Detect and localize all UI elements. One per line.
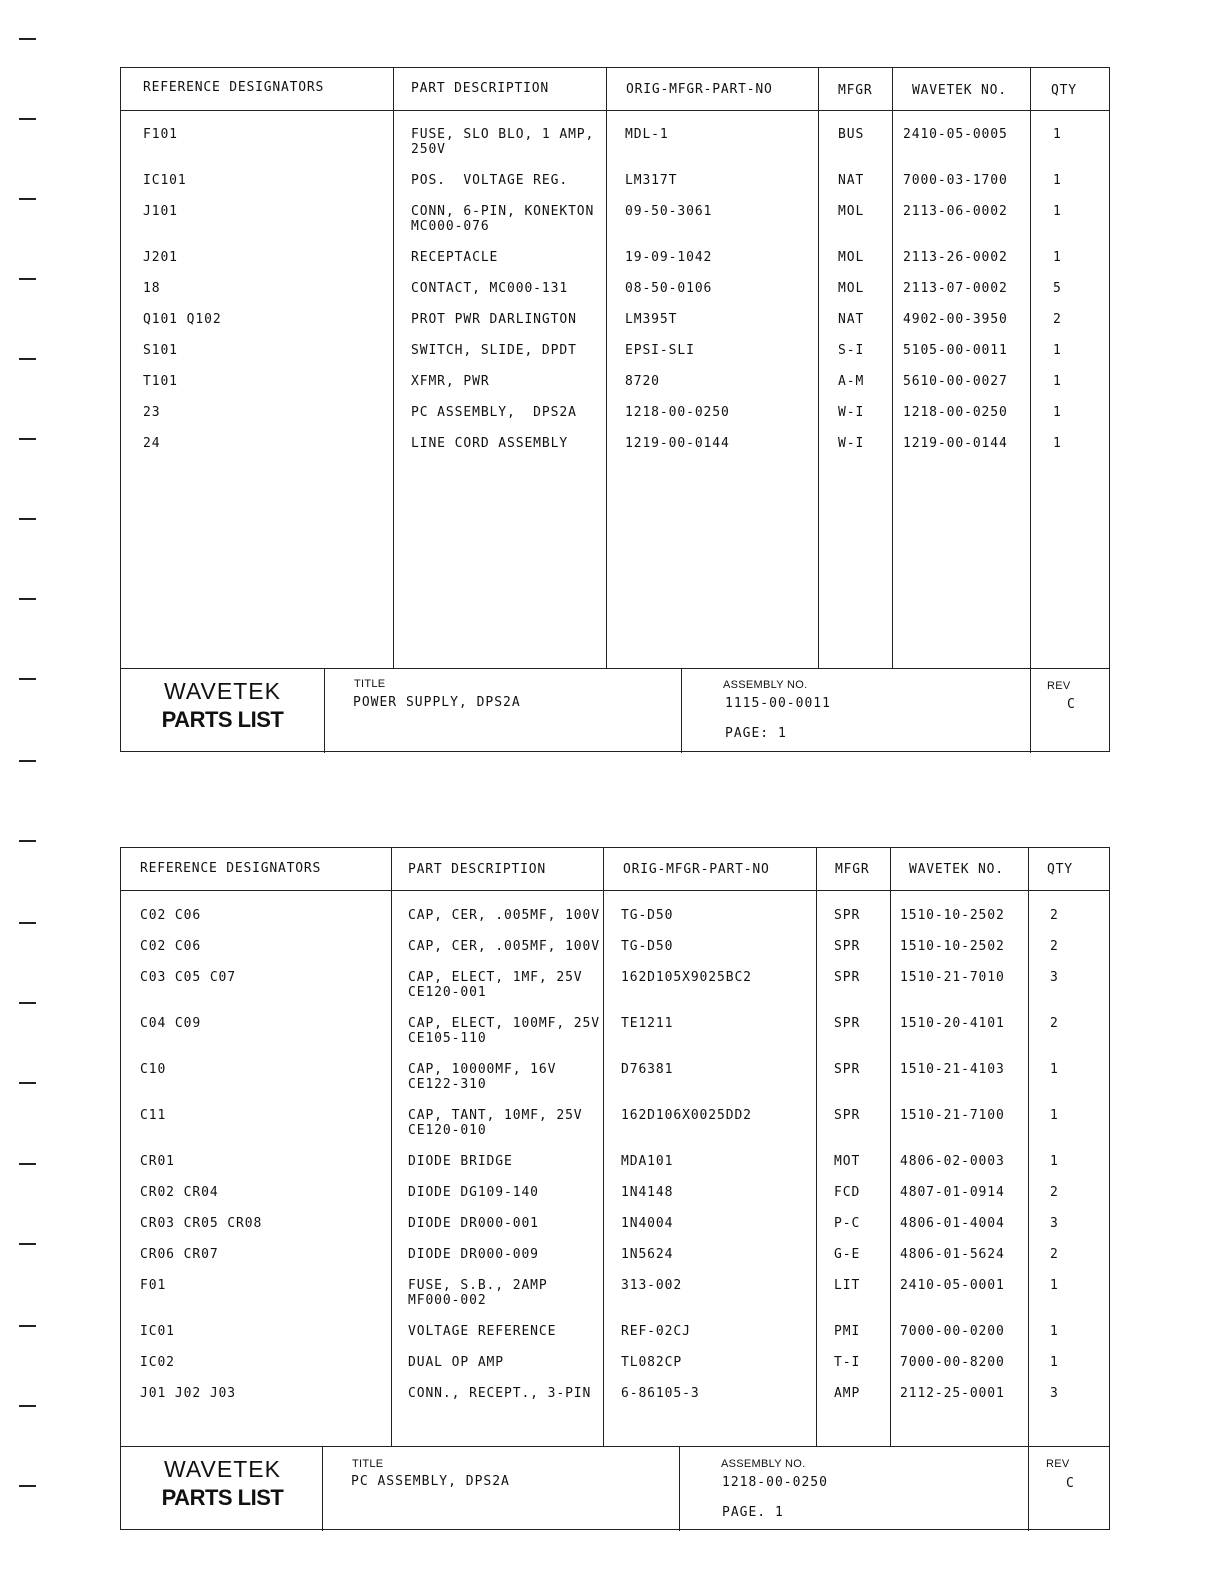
orig-mfgr-part-no: MDL-1: [625, 127, 669, 142]
mfgr: LIT: [834, 1278, 861, 1293]
ref-designator: C04 C09: [140, 1016, 202, 1031]
wavetek-no: 2113-06-0002: [903, 204, 1008, 219]
ref-designator: 23: [143, 405, 161, 420]
wavetek-no: 7000-00-0200: [900, 1324, 1005, 1339]
ref-designator: Q101 Q102: [143, 312, 222, 327]
wavetek-logo: WAVETEK PARTS LIST: [161, 1456, 284, 1510]
orig-mfgr-part-no: TG-D50: [621, 939, 674, 954]
margin-tick: [19, 922, 36, 924]
mfgr: AMP: [834, 1386, 861, 1401]
ref-designator: IC02: [140, 1355, 175, 1370]
part-description: VOLTAGE REFERENCE: [408, 1324, 557, 1339]
orig-mfgr-part-no: 6-86105-3: [621, 1386, 700, 1401]
qty: 1: [1053, 204, 1062, 219]
header-qty: QTY: [1047, 862, 1073, 877]
wavetek-no: 4806-01-5624: [900, 1247, 1005, 1262]
part-description: CAP, 10000MF, 16V CE122-310: [408, 1062, 557, 1092]
ref-designator: C11: [140, 1108, 167, 1123]
ref-designator: C02 C06: [140, 908, 202, 923]
mfgr: BUS: [838, 127, 865, 142]
qty: 3: [1050, 1216, 1059, 1231]
part-description: FUSE, S.B., 2AMP MF000-002: [408, 1278, 548, 1308]
wavetek-no: 2112-25-0001: [900, 1386, 1005, 1401]
revision: C: [1066, 1476, 1075, 1491]
wavetek-no: 4902-00-3950: [903, 312, 1008, 327]
mfgr: SPR: [834, 970, 861, 985]
qty: 1: [1053, 250, 1062, 265]
margin-tick: [19, 1325, 36, 1327]
wavetek-no: 1510-10-2502: [900, 939, 1005, 954]
wavetek-no: 4806-01-4004: [900, 1216, 1005, 1231]
wavetek-no: 2113-07-0002: [903, 281, 1008, 296]
mfgr: NAT: [838, 173, 865, 188]
mfgr: P-C: [834, 1216, 861, 1231]
orig-mfgr-part-no: 1219-00-0144: [625, 436, 730, 451]
part-description: DIODE DR000-009: [408, 1247, 539, 1262]
ref-designator: CR03 CR05 CR08: [140, 1216, 263, 1231]
orig-mfgr-part-no: D76381: [621, 1062, 674, 1077]
margin-tick: [19, 1243, 36, 1245]
header-mfgr: MFGR: [838, 83, 873, 98]
qty: 1: [1050, 1154, 1059, 1169]
margin-tick: [19, 1082, 36, 1084]
wavetek-no: 2410-05-0005: [903, 127, 1008, 142]
page-number: PAGE. 1: [722, 1505, 784, 1520]
margin-tick: [19, 278, 36, 280]
qty: 1: [1053, 343, 1062, 358]
ref-designator: F01: [140, 1278, 167, 1293]
wavetek-logo: WAVETEK PARTS LIST: [161, 678, 284, 732]
header-orig-mfgr-part-no: ORIG-MFGR-PART-NO: [626, 82, 773, 97]
mfgr: G-E: [834, 1247, 861, 1262]
part-description: DIODE DR000-001: [408, 1216, 539, 1231]
assembly-no-label: ASSEMBLY NO.: [721, 1458, 806, 1470]
qty: 1: [1050, 1062, 1059, 1077]
orig-mfgr-part-no: 8720: [625, 374, 660, 389]
header-mfgr: MFGR: [835, 862, 870, 877]
qty: 1: [1053, 405, 1062, 420]
ref-designator: 24: [143, 436, 161, 451]
qty: 2: [1050, 939, 1059, 954]
margin-tick: [19, 518, 36, 520]
wavetek-no: 2410-05-0001: [900, 1278, 1005, 1293]
wavetek-no: 7000-00-8200: [900, 1355, 1005, 1370]
orig-mfgr-part-no: EPSI-SLI: [625, 343, 695, 358]
qty: 3: [1050, 1386, 1059, 1401]
mfgr: NAT: [838, 312, 865, 327]
orig-mfgr-part-no: REF-02CJ: [621, 1324, 691, 1339]
wavetek-no: 1219-00-0144: [903, 436, 1008, 451]
qty: 5: [1053, 281, 1062, 296]
qty: 1: [1053, 436, 1062, 451]
orig-mfgr-part-no: TE1211: [621, 1016, 674, 1031]
margin-tick: [19, 1002, 36, 1004]
orig-mfgr-part-no: 162D106X0025DD2: [621, 1108, 752, 1123]
margin-tick: [19, 1485, 36, 1487]
qty: 2: [1053, 312, 1062, 327]
wavetek-no: 1510-20-4101: [900, 1016, 1005, 1031]
qty: 2: [1050, 1247, 1059, 1262]
ref-designator: J201: [143, 250, 178, 265]
part-description: XFMR, PWR: [411, 374, 490, 389]
mfgr: SPR: [834, 939, 861, 954]
parts-list-sheet-1: [120, 67, 1110, 752]
ref-designator: 18: [143, 281, 161, 296]
part-description: CAP, TANT, 10MF, 25V CE120-010: [408, 1108, 583, 1138]
part-description: CAP, ELECT, 1MF, 25V CE120-001: [408, 970, 583, 1000]
mfgr: W-I: [838, 436, 865, 451]
orig-mfgr-part-no: TL082CP: [621, 1355, 683, 1370]
ref-designator: C02 C06: [140, 939, 202, 954]
ref-designator: J101: [143, 204, 178, 219]
orig-mfgr-part-no: 08-50-0106: [625, 281, 713, 296]
revision: C: [1067, 697, 1076, 712]
ref-designator: IC01: [140, 1324, 175, 1339]
qty: 1: [1050, 1355, 1059, 1370]
wavetek-no: 2113-26-0002: [903, 250, 1008, 265]
rev-label: REV: [1047, 680, 1071, 692]
orig-mfgr-part-no: 1N5624: [621, 1247, 674, 1262]
header-wavetek-no: WAVETEK NO.: [909, 862, 1004, 877]
part-description: CAP, CER, .005MF, 100V: [408, 908, 600, 923]
mfgr: S-I: [838, 343, 865, 358]
orig-mfgr-part-no: 162D105X9025BC2: [621, 970, 752, 985]
ref-designator: C10: [140, 1062, 167, 1077]
ref-designator: J01 J02 J03: [140, 1386, 236, 1401]
title-label: TITLE: [354, 678, 386, 690]
margin-tick: [19, 118, 36, 120]
ref-designator: IC101: [143, 173, 187, 188]
qty: 2: [1050, 908, 1059, 923]
assembly-title: PC ASSEMBLY, DPS2A: [351, 1474, 510, 1489]
orig-mfgr-part-no: TG-D50: [621, 908, 674, 923]
ref-designator: CR01: [140, 1154, 175, 1169]
margin-tick: [19, 198, 36, 200]
assembly-title: POWER SUPPLY, DPS2A: [353, 695, 521, 710]
page-number: PAGE: 1: [725, 726, 787, 741]
margin-tick: [19, 1163, 36, 1165]
mfgr: MOL: [838, 250, 865, 265]
ref-designator: T101: [143, 374, 178, 389]
header-orig-mfgr-part-no: ORIG-MFGR-PART-NO: [623, 862, 770, 877]
mfgr: MOT: [834, 1154, 861, 1169]
part-description: CONN, 6-PIN, KONEKTON MC000-076: [411, 204, 595, 234]
mfgr: PMI: [834, 1324, 861, 1339]
margin-tick: [19, 678, 36, 680]
orig-mfgr-part-no: 1218-00-0250: [625, 405, 730, 420]
part-description: DUAL OP AMP: [408, 1355, 504, 1370]
part-description: CAP, ELECT, 100MF, 25V CE105-110: [408, 1016, 600, 1046]
mfgr: SPR: [834, 1108, 861, 1123]
part-description: POS. VOLTAGE REG.: [411, 173, 569, 188]
qty: 1: [1053, 374, 1062, 389]
ref-designator: CR06 CR07: [140, 1247, 219, 1262]
margin-tick: [19, 1405, 36, 1407]
part-description: CONN., RECEPT., 3-PIN: [408, 1386, 592, 1401]
wavetek-no: 5610-00-0027: [903, 374, 1008, 389]
header-qty: QTY: [1051, 83, 1077, 98]
ref-designator: F101: [143, 127, 178, 142]
qty: 2: [1050, 1016, 1059, 1031]
wavetek-no: 1510-21-7100: [900, 1108, 1005, 1123]
mfgr: MOL: [838, 204, 865, 219]
margin-tick: [19, 760, 36, 762]
margin-tick: [19, 840, 36, 842]
margin-tick: [19, 358, 36, 360]
mfgr: MOL: [838, 281, 865, 296]
mfgr: T-I: [834, 1355, 861, 1370]
ref-designator: S101: [143, 343, 178, 358]
wavetek-no: 1510-10-2502: [900, 908, 1005, 923]
title-label: TITLE: [352, 1458, 384, 1470]
part-description: PROT PWR DARLINGTON: [411, 312, 577, 327]
orig-mfgr-part-no: LM395T: [625, 312, 678, 327]
wavetek-no: 1218-00-0250: [903, 405, 1008, 420]
qty: 1: [1050, 1108, 1059, 1123]
margin-tick: [19, 38, 36, 40]
wavetek-no: 7000-03-1700: [903, 173, 1008, 188]
assembly-number: 1115-00-0011: [725, 696, 831, 711]
header-wavetek-no: WAVETEK NO.: [912, 83, 1007, 98]
header-reference-designators: REFERENCE DESIGNATORS: [143, 80, 325, 95]
qty: 1: [1050, 1324, 1059, 1339]
header-reference-designators: REFERENCE DESIGNATORS: [140, 861, 322, 876]
assembly-number: 1218-00-0250: [722, 1475, 828, 1490]
wavetek-no: 4807-01-0914: [900, 1185, 1005, 1200]
orig-mfgr-part-no: 313-002: [621, 1278, 683, 1293]
ref-designator: CR02 CR04: [140, 1185, 219, 1200]
qty: 3: [1050, 970, 1059, 985]
mfgr: SPR: [834, 1062, 861, 1077]
qty: 1: [1053, 173, 1062, 188]
part-description: PC ASSEMBLY, DPS2A: [411, 405, 577, 420]
rev-label: REV: [1046, 1458, 1070, 1470]
qty: 1: [1053, 127, 1062, 142]
part-description: CAP, CER, .005MF, 100V: [408, 939, 600, 954]
part-description: SWITCH, SLIDE, DPDT: [411, 343, 577, 358]
part-description: FUSE, SLO BLO, 1 AMP, 250V: [411, 127, 595, 157]
margin-tick: [19, 438, 36, 440]
wavetek-no: 1510-21-4103: [900, 1062, 1005, 1077]
part-description: LINE CORD ASSEMBLY: [411, 436, 569, 451]
header-part-description: PART DESCRIPTION: [408, 862, 547, 877]
part-description: RECEPTACLE: [411, 250, 499, 265]
mfgr: SPR: [834, 1016, 861, 1031]
orig-mfgr-part-no: 1N4004: [621, 1216, 674, 1231]
qty: 1: [1050, 1278, 1059, 1293]
wavetek-no: 4806-02-0003: [900, 1154, 1005, 1169]
orig-mfgr-part-no: 1N4148: [621, 1185, 674, 1200]
mfgr: FCD: [834, 1185, 861, 1200]
wavetek-no: 5105-00-0011: [903, 343, 1008, 358]
margin-tick: [19, 598, 36, 600]
part-description: DIODE DG109-140: [408, 1185, 539, 1200]
header-part-description: PART DESCRIPTION: [411, 81, 550, 96]
orig-mfgr-part-no: 09-50-3061: [625, 204, 713, 219]
orig-mfgr-part-no: LM317T: [625, 173, 678, 188]
mfgr: A-M: [838, 374, 865, 389]
part-description: DIODE BRIDGE: [408, 1154, 513, 1169]
ref-designator: C03 C05 C07: [140, 970, 236, 985]
orig-mfgr-part-no: MDA101: [621, 1154, 674, 1169]
mfgr: SPR: [834, 908, 861, 923]
mfgr: W-I: [838, 405, 865, 420]
part-description: CONTACT, MC000-131: [411, 281, 569, 296]
assembly-no-label: ASSEMBLY NO.: [723, 679, 808, 691]
qty: 2: [1050, 1185, 1059, 1200]
orig-mfgr-part-no: 19-09-1042: [625, 250, 713, 265]
wavetek-no: 1510-21-7010: [900, 970, 1005, 985]
parts-list-sheet-2: [120, 847, 1110, 1530]
